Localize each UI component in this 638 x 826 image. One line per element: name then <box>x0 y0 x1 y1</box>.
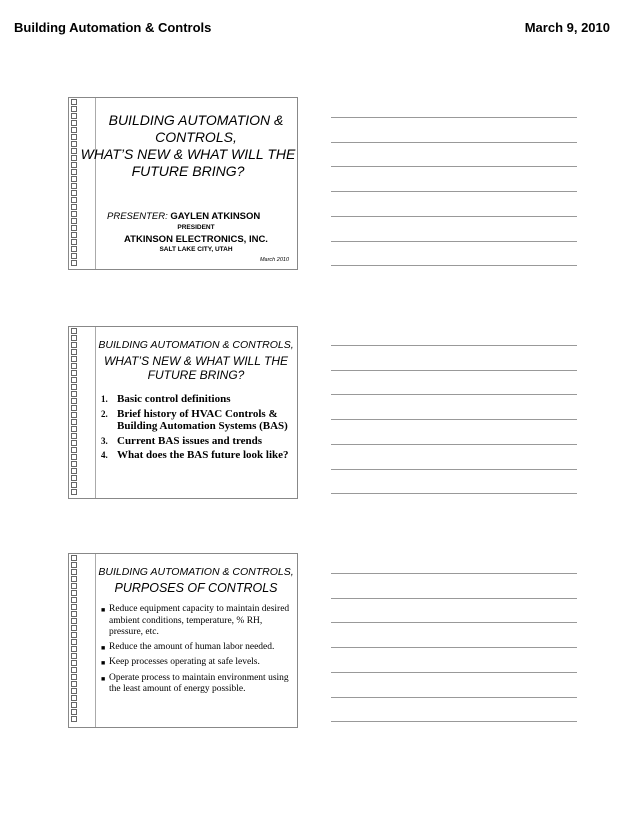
square-bullet-icon: ■ <box>101 606 106 614</box>
list-item <box>101 673 293 696</box>
list-item-number: 1. <box>101 394 108 404</box>
strip-square-icon <box>71 197 77 203</box>
list-item-text: Reduce the amount of human labor needed. <box>109 641 275 652</box>
note-line <box>331 216 577 217</box>
strip-square-icon <box>71 377 77 383</box>
note-line <box>331 444 577 445</box>
header-date: March 9, 2010 <box>524 20 610 35</box>
strip-square-icon <box>71 555 77 561</box>
note-line <box>331 394 577 395</box>
strip-square-icon <box>71 461 77 467</box>
slide-3-icon-strip <box>69 554 96 727</box>
list-item-text: Operate process to maintain environment using the least amount of energy possible. <box>109 672 289 694</box>
square-bullet-icon: ■ <box>101 674 106 683</box>
note-line <box>331 573 577 574</box>
slide-2 <box>68 326 298 499</box>
strip-square-icon <box>71 653 77 659</box>
slide-2-icon-strip <box>69 327 96 498</box>
strip-square-icon <box>71 335 77 341</box>
slide-3-title: BUILDING AUTOMATION & CONTROLS, <box>98 566 294 578</box>
slide-1-title-2: WHAT’S NEW & WHAT WILL THE FUTURE BRING? <box>80 146 296 179</box>
strip-square-icon <box>71 155 77 161</box>
strip-square-icon <box>71 391 77 397</box>
strip-square-icon <box>71 716 77 722</box>
header-title: Building Automation & Controls <box>14 20 212 35</box>
slide-1-date: March 2010 <box>259 257 289 263</box>
note-line <box>331 191 577 192</box>
slide-3-list <box>101 604 293 699</box>
strip-square-icon <box>71 398 77 404</box>
presenter-line <box>107 211 260 222</box>
strip-square-icon <box>71 468 77 474</box>
strip-square-icon <box>71 106 77 112</box>
strip-square-icon <box>71 433 77 439</box>
presenter-label: PRESENTER: <box>107 211 168 222</box>
presenter-name: GAYLEN ATKINSON <box>170 211 261 222</box>
strip-square-icon <box>71 597 77 603</box>
list-item-number: 3. <box>101 435 108 446</box>
strip-square-icon <box>71 475 77 481</box>
strip-square-icon <box>71 204 77 210</box>
note-line <box>331 672 577 673</box>
strip-square-icon <box>71 611 77 617</box>
strip-square-icon <box>71 169 77 175</box>
strip-square-icon <box>71 660 77 666</box>
list-item <box>101 642 293 655</box>
strip-square-icon <box>71 489 77 495</box>
strip-square-icon <box>71 218 77 224</box>
strip-square-icon <box>71 246 77 252</box>
strip-square-icon <box>71 127 77 133</box>
strip-square-icon <box>71 447 77 453</box>
slide-2-title: BUILDING AUTOMATION & CONTROLS, <box>98 339 294 351</box>
note-line <box>331 647 577 648</box>
strip-square-icon <box>71 211 77 217</box>
strip-square-icon <box>71 328 77 334</box>
note-line <box>331 370 577 371</box>
strip-square-icon <box>71 260 77 266</box>
note-line <box>331 166 577 167</box>
strip-square-icon <box>71 176 77 182</box>
slide-1-icon-strip <box>69 98 96 269</box>
note-line <box>331 598 577 599</box>
strip-square-icon <box>71 709 77 715</box>
strip-square-icon <box>71 134 77 140</box>
strip-square-icon <box>71 562 77 568</box>
note-line <box>331 419 577 420</box>
strip-square-icon <box>71 674 77 680</box>
strip-square-icon <box>71 120 77 126</box>
note-line <box>331 721 577 722</box>
company-name: ATKINSON ELECTRONICS, INC. <box>124 234 268 245</box>
strip-square-icon <box>71 604 77 610</box>
note-line <box>331 142 577 143</box>
strip-square-icon <box>71 569 77 575</box>
strip-square-icon <box>71 190 77 196</box>
strip-square-icon <box>71 183 77 189</box>
strip-square-icon <box>71 440 77 446</box>
slide-2-subtitle: WHAT’S NEW & WHAT WILL THE FUTURE BRING? <box>103 354 288 382</box>
list-item <box>101 449 293 462</box>
slide-2-list <box>101 393 293 464</box>
presenter-role: PRESIDENT <box>177 224 215 231</box>
strip-square-icon <box>71 141 77 147</box>
strip-square-icon <box>71 583 77 589</box>
strip-square-icon <box>71 695 77 701</box>
strip-square-icon <box>71 618 77 624</box>
strip-square-icon <box>71 576 77 582</box>
slide-1 <box>68 97 298 270</box>
strip-square-icon <box>71 370 77 376</box>
note-line <box>331 345 577 346</box>
strip-square-icon <box>71 419 77 425</box>
list-item-text: Basic control definitions <box>117 393 231 405</box>
strip-square-icon <box>71 99 77 105</box>
strip-square-icon <box>71 384 77 390</box>
list-item <box>101 408 293 433</box>
strip-square-icon <box>71 363 77 369</box>
strip-square-icon <box>71 646 77 652</box>
list-item <box>101 657 293 670</box>
list-item-text: Brief history of HVAC Controls & Building Automation Systems (BAS) <box>117 407 288 432</box>
note-line <box>331 622 577 623</box>
square-bullet-icon: ■ <box>101 659 106 667</box>
note-line <box>331 265 577 266</box>
slide-3-subtitle: PURPOSES OF CONTROLS <box>114 581 278 595</box>
strip-square-icon <box>71 253 77 259</box>
list-item-text: Reduce equipment capacity to maintain desired ambient conditions, temperature, % RH, pressure, etc. <box>109 604 290 637</box>
company-city: SALT LAKE CITY, UTAH <box>159 246 233 253</box>
strip-square-icon <box>71 412 77 418</box>
slide-3 <box>68 553 298 728</box>
strip-square-icon <box>71 342 77 348</box>
strip-square-icon <box>71 590 77 596</box>
strip-square-icon <box>71 349 77 355</box>
strip-square-icon <box>71 232 77 238</box>
strip-square-icon <box>71 639 77 645</box>
note-line <box>331 469 577 470</box>
strip-square-icon <box>71 148 77 154</box>
note-line <box>331 697 577 698</box>
list-item-number: 2. <box>101 408 108 419</box>
strip-square-icon <box>71 162 77 168</box>
strip-square-icon <box>71 454 77 460</box>
square-bullet-icon: ■ <box>101 643 106 652</box>
list-item-text: What does the BAS future look like? <box>117 449 289 461</box>
strip-square-icon <box>71 426 77 432</box>
list-item <box>101 435 293 448</box>
strip-square-icon <box>71 632 77 638</box>
slide-1-title: BUILDING AUTOMATION & CONTROLS, <box>108 112 284 145</box>
list-item <box>101 604 293 639</box>
strip-square-icon <box>71 681 77 687</box>
note-line <box>331 241 577 242</box>
strip-square-icon <box>71 239 77 245</box>
note-line <box>331 117 577 118</box>
strip-square-icon <box>71 688 77 694</box>
strip-square-icon <box>71 225 77 231</box>
list-item-text: Keep processes operating at safe levels. <box>109 657 260 667</box>
list-item <box>101 393 293 406</box>
strip-square-icon <box>71 625 77 631</box>
strip-square-icon <box>71 702 77 708</box>
list-item-number: 4. <box>101 450 108 460</box>
strip-square-icon <box>71 482 77 488</box>
strip-square-icon <box>71 356 77 362</box>
list-item-text: Current BAS issues and trends <box>117 434 263 447</box>
note-line <box>331 493 577 494</box>
strip-square-icon <box>71 113 77 119</box>
strip-square-icon <box>71 405 77 411</box>
strip-square-icon <box>71 667 77 673</box>
